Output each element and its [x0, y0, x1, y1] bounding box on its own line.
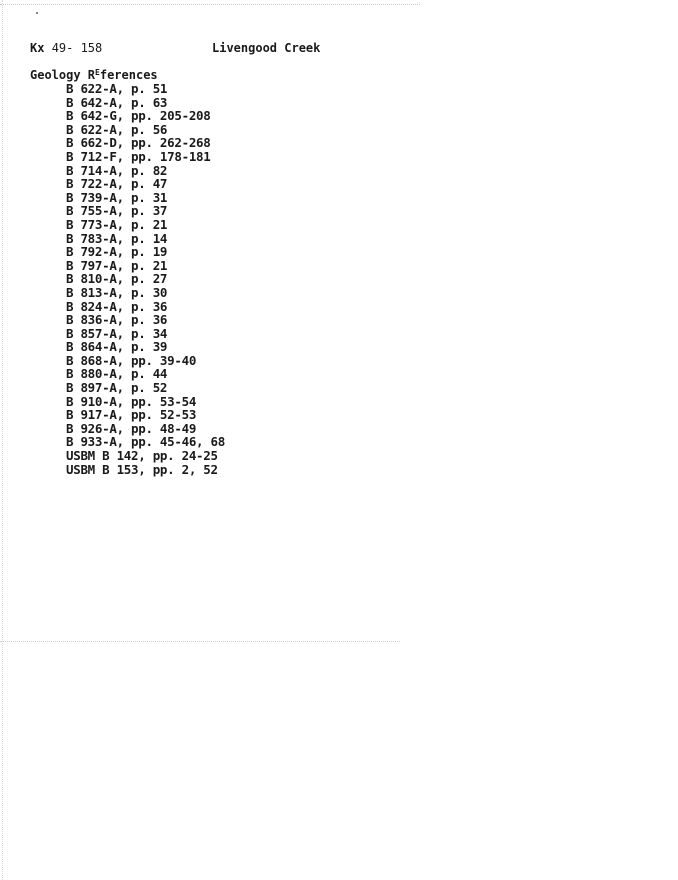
scan-edge-left — [2, 0, 3, 880]
document-header — [30, 41, 678, 59]
reference-item: B 880-A, p. 44 — [66, 366, 168, 382]
reference-item: B 824-A, p. 36 — [66, 298, 168, 314]
reference-item: B 864-A, p. 39 — [66, 339, 168, 355]
reference-item: B 783-A, p. 14 — [66, 230, 168, 246]
document-id-prefix: Kx — [30, 41, 52, 55]
document-id — [30, 41, 102, 55]
reference-item: B 739-A, p. 31 — [66, 189, 168, 205]
reference-item: B 836-A, p. 36 — [66, 312, 168, 328]
section-title-prefix: Geology R — [30, 68, 96, 82]
reference-item: B 714-A, p. 82 — [66, 162, 168, 178]
reference-item: B 755-A, p. 37 — [66, 203, 168, 219]
section-title-sup: E — [95, 68, 100, 77]
reference-item: B 662-D, pp. 262-268 — [66, 135, 211, 151]
document-title: Livengood Creek — [212, 41, 321, 55]
reference-item: B 813-A, p. 30 — [66, 284, 168, 300]
reference-item: B 910-A, pp. 53-54 — [66, 393, 197, 409]
scan-speck — [36, 12, 38, 14]
section-title — [30, 68, 158, 82]
scan-rule-line — [0, 641, 400, 642]
reference-item: B 712-F, pp. 178-181 — [66, 148, 211, 164]
reference-item: B 810-A, p. 27 — [66, 271, 168, 287]
scan-edge-top — [0, 4, 420, 5]
reference-list — [66, 82, 225, 476]
section-title-suffix: ferences — [99, 68, 158, 82]
reference-item: B 722-A, p. 47 — [66, 176, 168, 192]
document-id-number: 49- 158 — [51, 41, 103, 55]
reference-item: B 773-A, p. 21 — [66, 216, 168, 232]
reference-item: B 792-A, p. 19 — [66, 244, 168, 260]
reference-item: B 642-G, pp. 205-208 — [66, 108, 211, 124]
reference-item: B 857-A, p. 34 — [66, 325, 168, 341]
reference-item: B 897-A, p. 52 — [66, 380, 168, 396]
reference-item: USBM B 142, pp. 24-25 — [66, 448, 218, 464]
reference-item: B 926-A, pp. 48-49 — [66, 420, 197, 436]
reference-item: B 642-A, p. 63 — [66, 94, 168, 110]
reference-item: B 797-A, p. 21 — [66, 257, 168, 273]
reference-item: B 622-A, p. 51 — [66, 81, 168, 96]
reference-item: B 622-A, p. 56 — [66, 121, 168, 137]
reference-item: USBM B 153, pp. 2, 52 — [66, 461, 218, 477]
reference-item: B 917-A, pp. 52-53 — [66, 407, 197, 423]
reference-item: B 868-A, pp. 39-40 — [66, 352, 197, 368]
reference-item: B 933-A, pp. 45-46, 68 — [66, 434, 225, 450]
